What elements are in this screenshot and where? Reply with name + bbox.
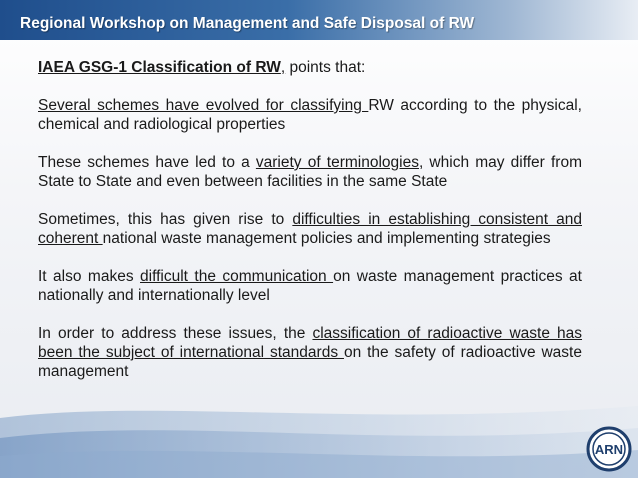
- footer-wave-decoration: [0, 388, 638, 478]
- paragraph-schemes: [38, 96, 582, 134]
- arn-logo-icon: [586, 426, 632, 472]
- underlined-phrase: Several schemes have evolved for classifying: [38, 97, 369, 114]
- paragraph-difficulties: [38, 210, 582, 248]
- underlined-phrase: difficult the communication: [140, 268, 334, 285]
- paragraph-text: , which may differ from State to State and even between facilities in the same State: [38, 154, 582, 190]
- underlined-phrase: classification of radioactive waste has been the subject of international standards: [38, 325, 583, 361]
- paragraph-terminologies: [38, 153, 582, 191]
- paragraph-text: on the safety of radioactive waste management: [38, 344, 582, 380]
- reference-comma: ,: [280, 59, 286, 76]
- lead-rest: points that:: [285, 59, 366, 76]
- paragraph-text: on waste management practices at nationally and internationally level: [38, 268, 582, 304]
- paragraph-text: These schemes have led to a: [38, 154, 256, 171]
- document-reference: IAEA GSG-1 Classification of RW: [38, 59, 281, 76]
- slide-content: [38, 58, 582, 400]
- slide-header-title: Regional Workshop on Management and Safe Disposal of RW: [20, 15, 475, 32]
- lead-paragraph: [38, 58, 582, 77]
- underlined-phrase: variety of terminologies: [255, 154, 419, 171]
- underlined-phrase: difficulties in establishing consistent and coherent: [38, 211, 582, 247]
- logo-text: ARN: [594, 442, 624, 457]
- paragraph-classification: [38, 324, 582, 381]
- paragraph-text: national waste management policies and implementing strategies: [102, 230, 551, 247]
- header-bar: [0, 0, 638, 40]
- paragraph-communication: [38, 267, 582, 305]
- paragraph-text: Sometimes, this has given rise to: [38, 211, 293, 228]
- paragraph-text: It also makes: [38, 268, 141, 285]
- paragraph-text: RW according to the physical, chemical and radiological properties: [38, 97, 582, 133]
- paragraph-text: In order to address these issues, the: [38, 325, 313, 342]
